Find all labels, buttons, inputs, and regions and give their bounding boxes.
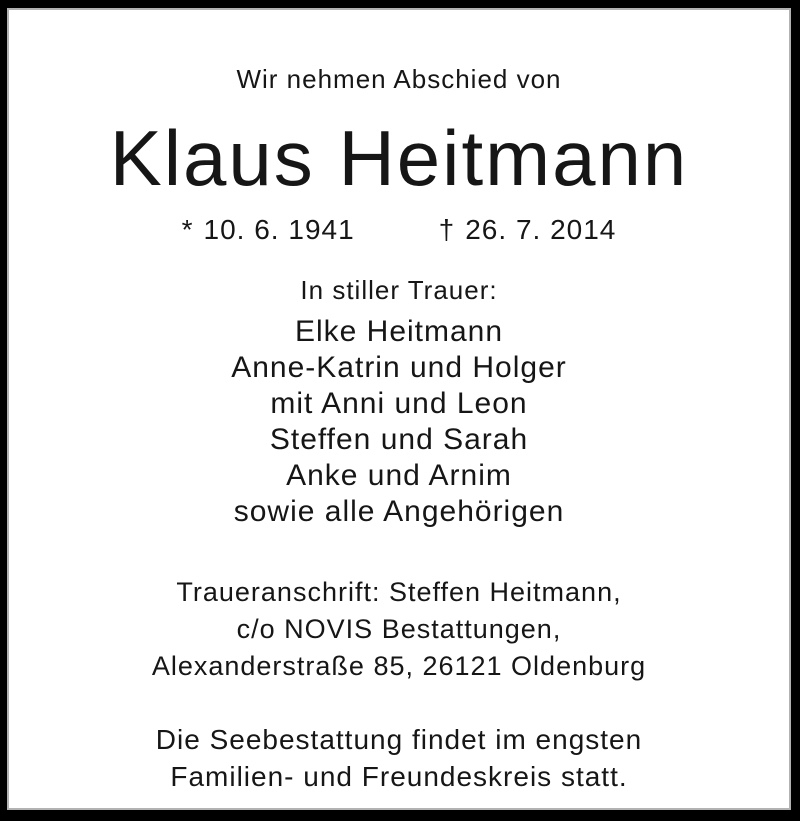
mourner-line: Steffen und Sarah	[269, 422, 529, 456]
closing-line: Familien- und Freundeskreis statt.	[170, 760, 628, 792]
condolence-address	[9, 574, 789, 685]
mourner-line: mit Anni und Leon	[270, 386, 528, 420]
birth-star-icon: *	[181, 214, 194, 246]
death-cross-icon: †	[438, 214, 456, 246]
death-date	[439, 213, 617, 247]
mourner-line: sowie alle Angehörigen	[233, 494, 565, 528]
address-line: Alexanderstraße 85, 26121 Oldenburg	[151, 650, 647, 681]
birth-date	[182, 213, 355, 247]
mourner-line: Elke Heitmann	[294, 314, 504, 348]
obituary-notice	[7, 8, 791, 810]
address-line: c/o NOVIS Bestattungen,	[236, 613, 562, 644]
mourners-list	[9, 314, 789, 530]
birth-date-text: 10. 6. 1941	[203, 214, 355, 246]
address-line: Traueranschrift: Steffen Heitmann,	[176, 576, 622, 607]
mourning-header: In stiller Trauer:	[300, 274, 498, 305]
mourner-line: Anne-Katrin und Holger	[231, 350, 567, 384]
closing-note	[9, 721, 789, 795]
closing-line: Die Seebestattung findet im engsten	[155, 723, 643, 755]
death-date-text: 26. 7. 2014	[465, 214, 617, 246]
intro-line: Wir nehmen Abschied von	[236, 64, 562, 94]
life-dates	[9, 213, 789, 247]
deceased-name: Klaus Heitmann	[109, 114, 689, 203]
mourner-line: Anke und Arnim	[286, 458, 512, 492]
